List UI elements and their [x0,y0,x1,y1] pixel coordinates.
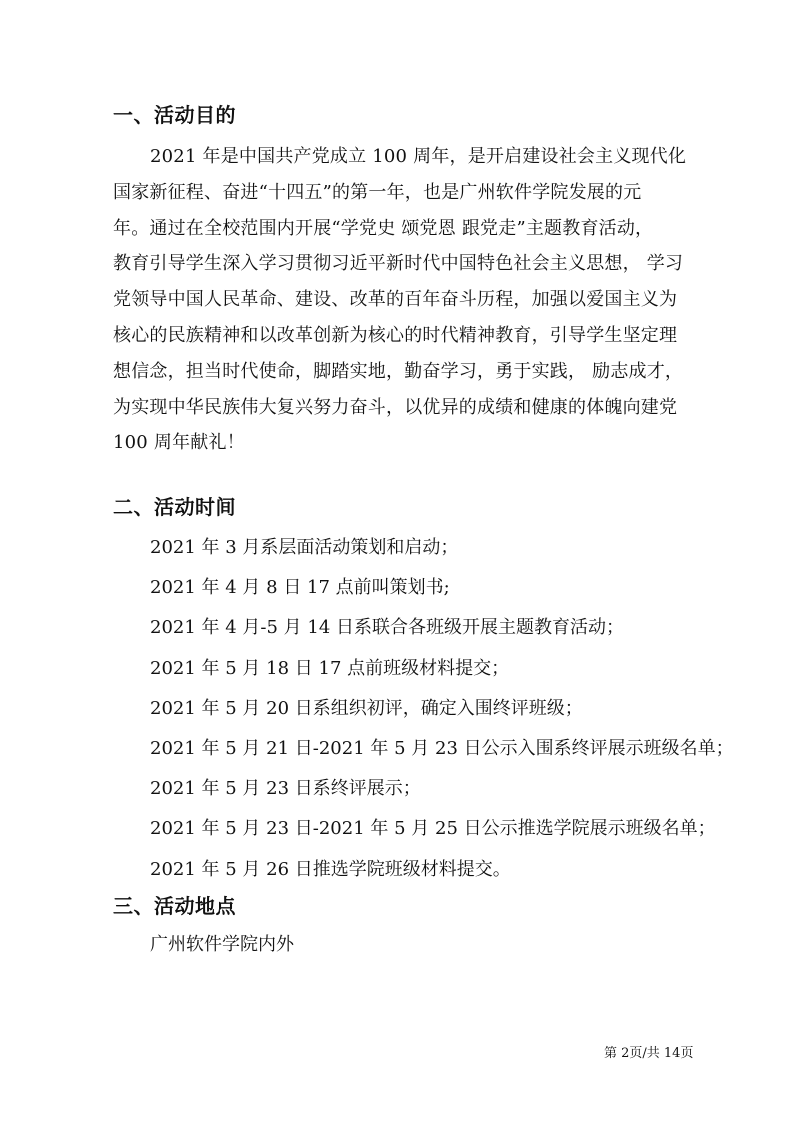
paragraph-line: 党领导中国人民革命、建设、改革的百年奋斗历程，加强以爱国主义为 [113,289,678,311]
page-number: 第 2页/共 14页 [604,1046,694,1061]
paragraph-line: 国家新征程、奋进“十四五”的第一年，也是广州软件学院发展的元 [113,181,642,203]
schedule-item: 2021 年 5 月 26 日推选学院班级材料提交。 [150,858,511,880]
schedule-item: 2021 年 5 月 18 日 17 点前班级材料提交； [150,657,510,679]
schedule-item: 2021 年 5 月 23 日系终评展示； [150,778,421,800]
location-text: 广州软件学院内外 [150,934,294,955]
section-heading-time: 二、活动时间 [113,495,236,519]
schedule-list [150,528,734,890]
paragraph-line: 年。通过在全校范围内开展“学党史 颂党恩 跟党走”主题教育活动， [113,217,654,239]
schedule-item: 2021 年 4 月 8 日 17 点前叫策划书; [150,577,450,599]
paragraph-line: 教育引导学生深入学习贯彻习近平新时代中国特色社会主义思想， 学习 [113,253,684,275]
schedule-item: 2021 年 5 月 20 日系组织初评，确定入围终评班级； [150,697,583,719]
paragraph-line: 想信念，担当时代使命，脚踏实地，勤奋学习，勇于实践， 励志成才， [113,360,684,382]
schedule-item: 2021 年 5 月 23 日-2021 年 5 月 25 日公示推选学院展示班级名单； [150,818,716,840]
schedule-item: 2021 年 4 月-5 月 14 日系联合各班级开展主题教育活动； [150,617,625,639]
paragraph-line: 2021 年是中国共产党成立 100 周年，是开启建设社会主义现代化 [150,146,687,167]
schedule-item: 2021 年 5 月 21 日-2021 年 5 月 23 日公示入围系终评展示班级名单； [150,737,734,759]
section-heading-purpose: 一、活动目的 [113,103,236,127]
purpose-paragraph [113,139,693,461]
paragraph-line: 100 周年献礼！ [113,432,245,454]
paragraph-line: 核心的民族精神和以改革创新为核心的时代精神教育，引导学生坚定理 [113,324,678,346]
schedule-item: 2021 年 3 月系层面活动策划和启动； [150,537,459,558]
section-heading-location: 三、活动地点 [113,894,236,918]
paragraph-line: 为实现中华民族伟大复兴努力奋斗，以优异的成绩和健康的体魄向建党 [113,396,678,418]
